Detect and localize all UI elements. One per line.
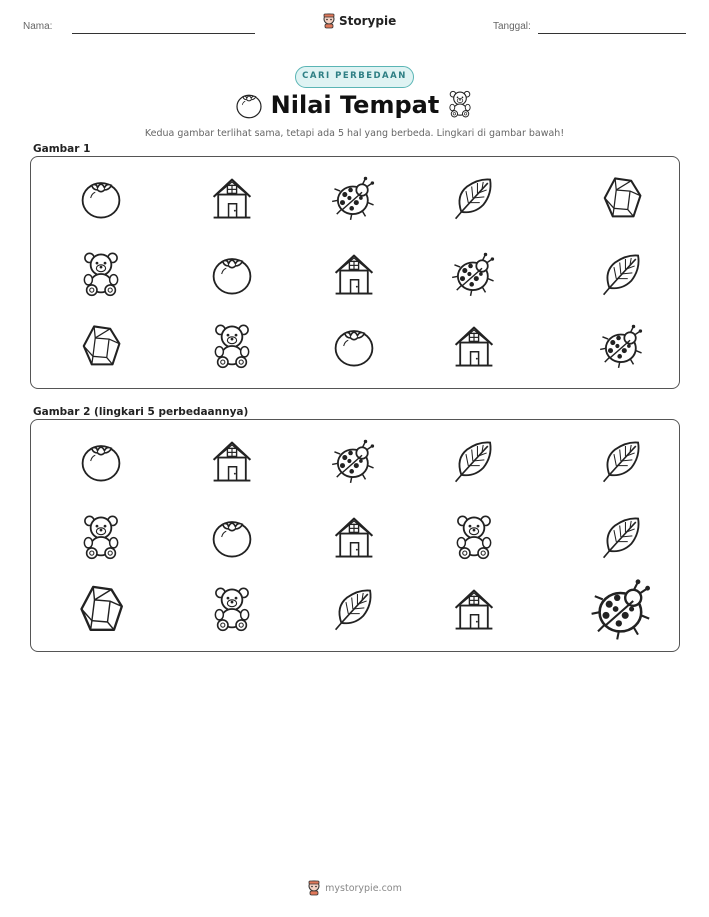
house-icon[interactable]	[451, 586, 497, 632]
leaf-icon[interactable]	[331, 586, 377, 632]
teddy-bear-icon	[209, 323, 255, 369]
tomato-icon	[78, 175, 124, 221]
teddy-bear-icon[interactable]	[78, 514, 124, 560]
footer	[0, 880, 709, 896]
title-tomato-icon	[234, 90, 264, 120]
date-line[interactable]	[538, 33, 686, 34]
ladybug-icon	[331, 175, 377, 221]
storypie-mascot-icon	[322, 13, 336, 29]
tomato-icon[interactable]	[78, 438, 124, 484]
picture-2-frame[interactable]	[30, 419, 680, 652]
teddy-bear-icon[interactable]	[451, 514, 497, 560]
leaf-icon	[451, 175, 497, 221]
picture-1-frame	[30, 156, 680, 389]
page-title: Nilai Tempat	[270, 91, 440, 119]
tomato-icon[interactable]	[209, 514, 255, 560]
name-line[interactable]	[72, 33, 255, 34]
house-icon	[209, 175, 255, 221]
tomato-icon	[209, 251, 255, 297]
instructions: Kedua gambar terlihat sama, tetapi ada 5 hal yang berbeda. Lingkari di gambar bawah!	[144, 128, 565, 139]
teddy-bear-icon[interactable]	[209, 586, 255, 632]
category-badge: CARI PERBEDAAN	[295, 66, 414, 88]
ladybug-icon	[451, 251, 497, 297]
crystal-icon	[599, 175, 645, 221]
house-icon	[451, 323, 497, 369]
footer-url: mystorypie.com	[325, 882, 402, 894]
section-1-label: Gambar 1	[33, 143, 91, 155]
footer-mascot-icon	[307, 880, 321, 896]
teddy-bear-icon	[78, 251, 124, 297]
ladybug-icon	[599, 323, 645, 369]
leaf-icon[interactable]	[599, 438, 645, 484]
tomato-icon	[331, 323, 377, 369]
leaf-icon[interactable]	[599, 514, 645, 560]
brand-name: Storypie	[339, 14, 397, 28]
leaf-icon[interactable]	[451, 438, 497, 484]
date-label: Tanggal:	[493, 21, 531, 32]
ladybug-icon[interactable]	[331, 438, 377, 484]
ladybug-icon[interactable]	[590, 577, 654, 641]
crystal-icon[interactable]	[75, 583, 127, 635]
section-2-label: Gambar 2 (lingkari 5 perbedaannya)	[33, 406, 249, 418]
leaf-icon	[599, 251, 645, 297]
house-icon[interactable]	[209, 438, 255, 484]
storypie-logo	[322, 13, 396, 29]
title-teddy-bear-icon	[446, 90, 474, 118]
house-icon[interactable]	[331, 514, 377, 560]
house-icon	[331, 251, 377, 297]
name-label: Nama:	[23, 21, 53, 32]
crystal-icon	[78, 323, 124, 369]
